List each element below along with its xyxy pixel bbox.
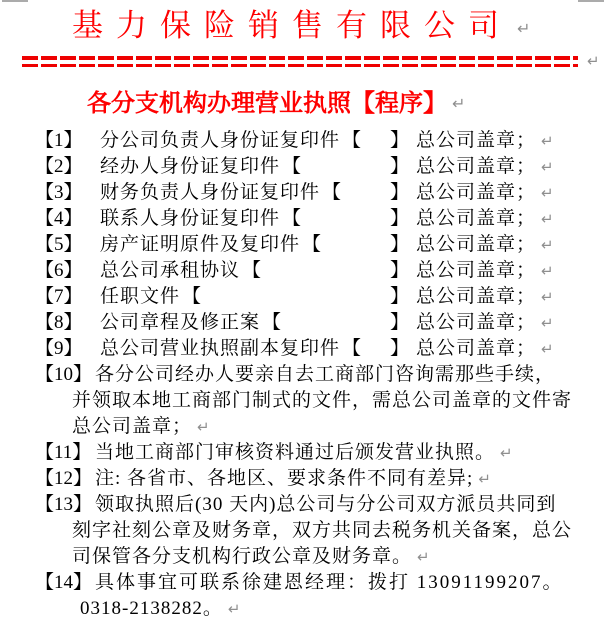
item-tail: 总公司盖章；	[416, 130, 537, 151]
item-number: 【4】	[35, 208, 83, 229]
item-text: 各分公司经办人要亲自去工商部门咨询需那些手续，	[95, 364, 556, 385]
section-heading: 各分支机构办理营业执照【程序】	[87, 91, 447, 117]
list-item	[35, 466, 603, 492]
item-body	[100, 232, 390, 258]
list-item	[35, 258, 603, 284]
item-tail: 总公司盖章；	[416, 234, 537, 255]
item-text: 财务负责人身份证复印件	[100, 182, 321, 203]
item-text: 分公司负责人身份证复印件	[100, 130, 341, 151]
item-number: 【12】	[35, 468, 93, 489]
item-open-bracket: 【	[302, 234, 323, 255]
item-text: 领取执照后(30 天内)总公司与分公司双方派员共同到	[95, 494, 557, 515]
company-title: 基力保险销售有限公司	[72, 8, 512, 43]
item-number: 【14】	[35, 572, 93, 593]
list-item	[35, 128, 603, 154]
item-text: 房产证明原件及复印件	[100, 234, 301, 255]
item-open-bracket: 【	[322, 182, 343, 203]
item-open-bracket: 【	[282, 208, 303, 229]
item-number: 【11】	[35, 442, 92, 463]
item-tail: 总公司盖章；	[416, 260, 537, 281]
list-item	[35, 336, 603, 362]
item-number: 【3】	[35, 182, 83, 203]
list-item	[35, 154, 603, 180]
item-text: 当地工商部门审核资料通过后颁发营业执照。	[95, 442, 496, 463]
paragraph-mark-icon: ↵	[541, 158, 554, 176]
item-open-bracket: 【	[342, 338, 363, 359]
list-item	[35, 492, 603, 518]
item-number: 【1】	[35, 130, 83, 151]
item-text: 0318-2138282。	[80, 598, 223, 619]
paragraph-mark-icon: ↵	[541, 288, 554, 306]
item-number: 【10】	[35, 364, 93, 385]
double-line-separator	[22, 56, 578, 67]
paragraph-mark-icon: ↵	[227, 600, 241, 618]
paragraph-mark-icon: ↵	[587, 52, 600, 70]
paragraph-mark-icon: ↵	[541, 210, 554, 228]
item-text: 司保管各分支机构行政公章及财务章。	[72, 546, 413, 567]
item-text: 刻字社刻公章及财务章，双方共同去税务机关备案，总公	[72, 520, 573, 541]
list-item	[35, 206, 603, 232]
item-number: 【2】	[35, 156, 83, 177]
list-item	[35, 362, 603, 388]
list-item	[35, 570, 603, 596]
paragraph-mark-icon: ↵	[541, 340, 554, 358]
item-number: 【6】	[35, 260, 83, 281]
list-item-continuation	[35, 414, 603, 440]
item-close-bracket: 】	[390, 208, 411, 229]
paragraph-mark-icon: ↵	[541, 314, 554, 332]
paragraph-mark-icon: ↵	[541, 132, 554, 150]
item-text: 任职文件	[100, 286, 181, 307]
item-text: 经办人身份证复印件	[100, 156, 281, 177]
text-boundary-mark-right	[578, 0, 604, 2]
item-text: 具体事宜可联系徐建恩经理：拨打 13091199207。	[95, 572, 564, 593]
paragraph-mark-icon: ↵	[417, 548, 430, 566]
item-number: 【9】	[35, 338, 83, 359]
item-text: 总公司营业执照副本复印件	[100, 338, 341, 359]
item-close-bracket: 】	[390, 338, 411, 359]
list-item	[35, 440, 603, 466]
paragraph-mark-icon: ↵	[541, 184, 554, 202]
item-tail: 总公司盖章；	[416, 156, 537, 177]
paragraph-mark-icon: ↵	[541, 236, 554, 254]
list-item	[35, 310, 603, 336]
item-close-bracket: 】	[390, 260, 411, 281]
item-body	[100, 206, 390, 232]
item-close-bracket: 】	[390, 130, 411, 151]
item-tail: 总公司盖章；	[416, 338, 537, 359]
procedure-list	[35, 128, 603, 622]
text-boundary-mark-left	[2, 0, 28, 2]
item-tail: 总公司盖章；	[416, 286, 537, 307]
item-text: 总公司承租协议	[100, 260, 241, 281]
item-open-bracket: 【	[262, 312, 283, 333]
paragraph-mark-icon: ↵	[452, 94, 466, 113]
item-open-bracket: 【	[182, 286, 203, 307]
list-item	[35, 232, 603, 258]
paragraph-mark-icon: ↵	[478, 470, 491, 488]
item-body	[100, 128, 390, 154]
item-text: 并领取本地工商部门制式的文件，需总公司盖章的文件寄	[72, 390, 573, 411]
item-text: 注: 各省市、各地区、要求条件不同有差异;	[95, 468, 474, 489]
item-text: 总公司盖章；	[72, 416, 193, 437]
list-item	[35, 284, 603, 310]
item-body	[100, 310, 390, 336]
item-number: 【13】	[35, 494, 93, 515]
item-tail: 总公司盖章；	[416, 208, 537, 229]
item-body	[100, 336, 390, 362]
item-number: 【5】	[35, 234, 83, 255]
item-open-bracket: 【	[242, 260, 263, 281]
list-item-continuation	[35, 388, 603, 414]
item-body	[100, 154, 390, 180]
item-text: 公司章程及修正案	[100, 312, 261, 333]
list-item	[35, 180, 603, 206]
item-tail: 总公司盖章；	[416, 182, 537, 203]
item-close-bracket: 】	[390, 182, 411, 203]
paragraph-mark-icon: ↵	[500, 444, 513, 462]
item-open-bracket: 【	[342, 130, 363, 151]
paragraph-mark-icon: ↵	[541, 262, 554, 280]
paragraph-mark-icon: ↵	[517, 19, 531, 38]
item-number: 【8】	[35, 312, 83, 333]
list-item-continuation	[35, 544, 603, 570]
item-close-bracket: 】	[390, 286, 411, 307]
item-body	[100, 180, 390, 206]
item-tail: 总公司盖章；	[416, 312, 537, 333]
item-body	[100, 284, 390, 310]
item-body	[100, 258, 390, 284]
item-number: 【7】	[35, 286, 83, 307]
item-close-bracket: 】	[390, 156, 411, 177]
item-text: 联系人身份证复印件	[100, 208, 281, 229]
item-close-bracket: 】	[390, 312, 411, 333]
list-item-continuation	[35, 596, 603, 622]
item-close-bracket: 】	[390, 234, 411, 255]
paragraph-mark-icon: ↵	[197, 418, 210, 436]
list-item-continuation	[35, 518, 603, 544]
item-open-bracket: 【	[282, 156, 303, 177]
